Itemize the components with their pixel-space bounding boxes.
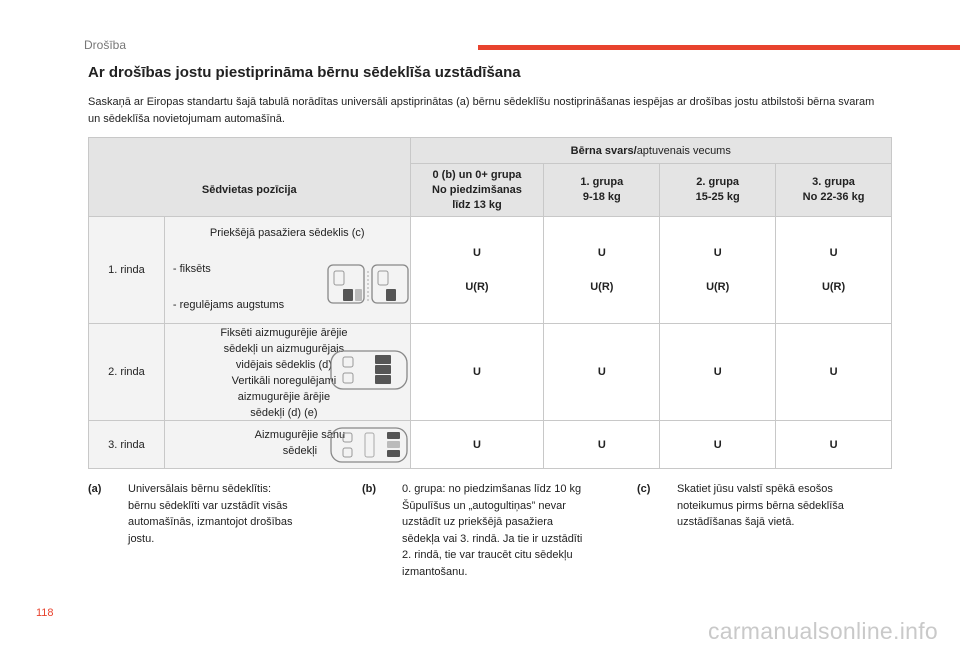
page-title: Ar drošības jostu piestiprināma bērnu sēdeklīša uzstādīšana — [88, 64, 521, 81]
table-row — [89, 324, 892, 421]
row-label: 1. rinda — [89, 217, 165, 324]
third-row-car-icon — [329, 425, 409, 465]
value-cell: U — [776, 421, 892, 469]
value-cell: U — [544, 421, 660, 469]
value-cell: U — [660, 324, 776, 421]
table-row — [89, 421, 892, 469]
group-2-header: 2. grupa 15-25 kg — [660, 164, 776, 217]
weight-header: Bērna svars/aptuvenais vecums — [410, 138, 891, 164]
rear-row-car-icon — [329, 348, 409, 392]
seat-description: Aizmugurējie sānu sēdekļi — [164, 421, 410, 469]
section-title: Drošība — [84, 38, 127, 52]
position-header: Sēdvietas pozīcija — [89, 138, 411, 217]
front-seat-car-icon — [325, 261, 411, 307]
value-cell: U — [660, 421, 776, 469]
value-cell: U U(R) — [660, 217, 776, 324]
row-label: 3. rinda — [89, 421, 165, 469]
value-cell: U U(R) — [544, 217, 660, 324]
seat-description: Priekšējā pasažiera sēdeklis (c) - fiksēts - regulējams augstums — [164, 217, 410, 324]
row-label: 2. rinda — [89, 324, 165, 421]
value-cell: U U(R) — [410, 217, 544, 324]
child-seat-table — [88, 137, 892, 469]
group-0-header: 0 (b) un 0+ grupa No piedzimšanas līdz 13 kg — [410, 164, 544, 217]
value-cell: U — [410, 421, 544, 469]
group-1-header: 1. grupa 9-18 kg — [544, 164, 660, 217]
value-cell: U — [544, 324, 660, 421]
value-cell: U — [410, 324, 544, 421]
header-accent-bar — [478, 45, 960, 50]
group-3-header: 3. grupa No 22-36 kg — [776, 164, 892, 217]
value-cell: U U(R) — [776, 217, 892, 324]
watermark: carmanualsonline.info — [707, 618, 938, 644]
seat-description: Fiksēti aizmugurējie ārējie sēdekļi un aizmugurējais vidējais sēdeklis (d) Vertikāli noregulējami aizmugurējie ārējie sēdekļi (d) (e) — [164, 324, 410, 421]
value-cell: U — [776, 324, 892, 421]
intro-paragraph: Saskaņā ar Eiropas standartu šajā tabulā norādītas universāli apstiprinātas (a) bērnu sēdeklīšu nostiprināšanas iespējas ar drošības jostu atbilstoši bērna svaram un sēdeklīša novietojumam automašīnā. — [88, 96, 875, 125]
page-number: 118 — [36, 607, 54, 619]
table-row — [89, 217, 892, 324]
